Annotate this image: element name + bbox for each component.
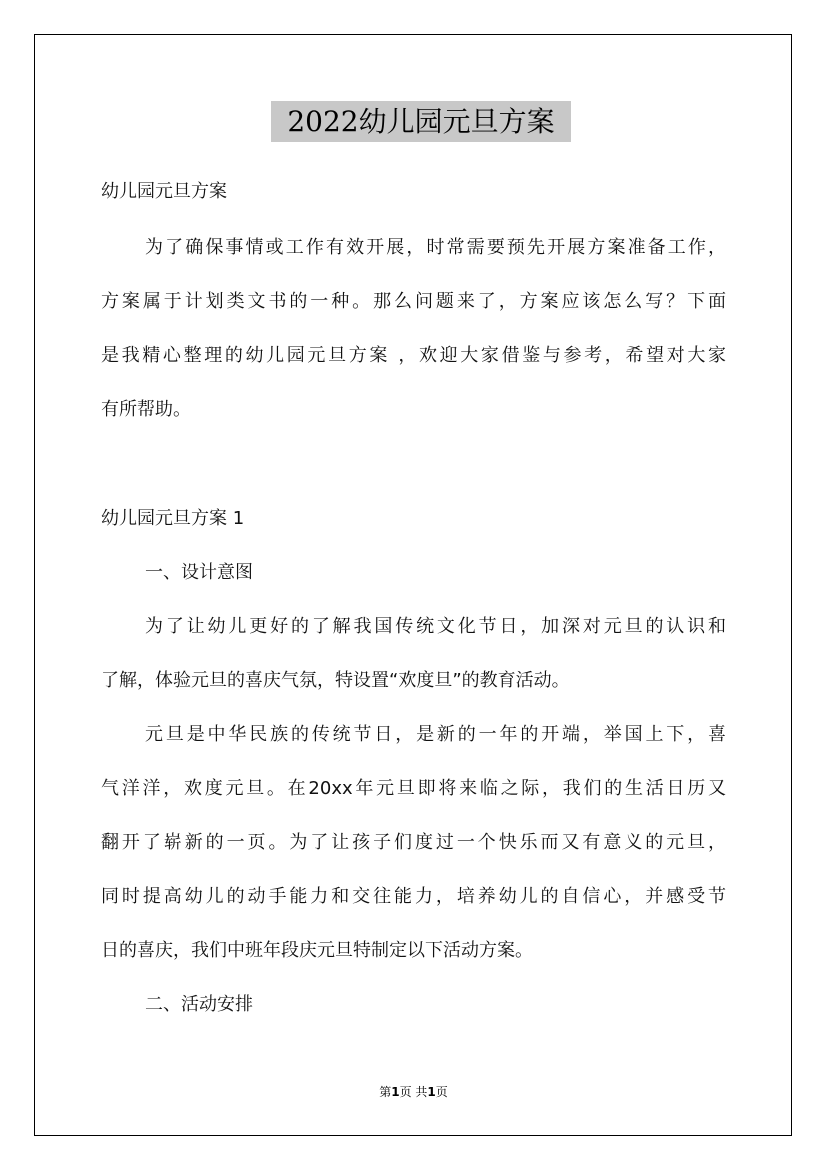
section-heading: 幼儿园元旦方案 1 [101,508,245,529]
subsection-heading: 一、设计意图 [145,562,253,583]
paragraph-line: 方案属于计划类文书的一种。那么问题来了，方案应该怎么写？下面 [101,291,726,312]
paragraph-line: 为了确保事情或工作有效开展，时常需要预先开展方案准备工作， [145,237,726,258]
paragraph-line: 为了让幼儿更好的了解我国传统文化节日，加深对元旦的认识和 [145,616,726,637]
paragraph-line: 有所帮助。 [101,399,191,420]
paragraph-line: 是我精心整理的幼儿园元旦方案 ，欢迎大家借鉴与参考，希望对大家 [101,345,726,366]
current-page-number: 1 [391,1085,400,1099]
footer-mid: 页 共 [399,1085,428,1099]
footer-suffix: 页 [435,1085,448,1099]
paragraph-line: 了解，体验元旦的喜庆气氛，特设置“欢度旦”的教育活动。 [101,670,570,691]
paragraph-line: 元旦是中华民族的传统节日，是新的一年的开端，举国上下，喜 [145,724,726,745]
footer-prefix: 第 [379,1085,392,1099]
paragraph-line: 翻开了崭新的一页。为了让孩子们度过一个快乐而又有意义的元旦， [101,832,726,853]
section-heading: 幼儿园元旦方案 [101,181,227,202]
page-footer [0,1083,827,1100]
document-title: 2022幼儿园元旦方案 [271,101,571,142]
subsection-heading: 二、活动安排 [145,994,253,1015]
total-page-number: 1 [427,1085,436,1099]
paragraph-line: 日的喜庆，我们中班年段庆元旦特制定以下活动方案。 [101,940,533,961]
paragraph-line: 同时提高幼儿的动手能力和交往能力，培养幼儿的自信心，并感受节 [101,886,726,907]
paragraph-line: 气洋洋，欢度元旦。在20xx年元旦即将来临之际，我们的生活日历又 [101,778,726,799]
